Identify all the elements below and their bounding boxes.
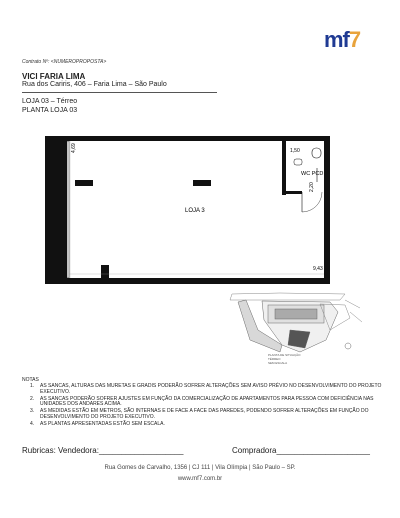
note-item	[22, 384, 382, 396]
note-number: 3.	[30, 408, 35, 415]
note-text: AS PLANTAS APRESENTADAS ESTÃO SEM ESCALA.	[40, 420, 165, 427]
signature-vendedora: Rubricas: Vendedora:___________________	[22, 446, 184, 455]
project-address: Rua dos Cariris, 406 – Faria Lima – São Paulo	[22, 81, 167, 88]
keyplan-label-1: PLANTA DE SITUAÇÃO	[268, 353, 301, 357]
note-text: AS SANCAS PODERÃO SOFRER AJUSTES EM FUNÇÃO DA COMERCIALIZAÇÃO DE APARTAMENTOS PARA PESSOA COM DEFICIÊNCIA NAS UNIDADES DOS ANDARES ACIMA.	[40, 395, 374, 408]
note-item	[22, 397, 382, 409]
unit-loja: LOJA 03 – Térreo	[22, 98, 78, 105]
dim-left: 4,69	[71, 143, 77, 153]
contract-number: Contrato Nº: <NUMEROPROPOSTA>	[22, 59, 107, 65]
dim-wc-top: 1,50	[290, 148, 300, 154]
note-item	[22, 409, 382, 421]
key-plan	[230, 293, 362, 352]
logo-seven: 7	[348, 27, 361, 52]
note-number: 2.	[30, 395, 35, 402]
notes-list	[22, 384, 382, 429]
note-number: 1.	[30, 383, 35, 389]
note-text: AS MEDIDAS ESTÃO EM METROS, SÃO INTERNAS E DE FACE A FACE DAS PAREDES, PODENDO SOFRER ALTERAÇÕES EM FUNÇÃO DO DESENVOLVIMENTO DO PROJETO EXECUTIVO.	[40, 408, 369, 420]
note-text: AS SANCAS, ALTURAS DAS MURETAS E GRADIS PODERÃO SOFRER ALTERAÇÕES SEM AVISO PRÉVIO NO DESENVOLVIMENTO DO PROJETO EXECUTIVO.	[40, 383, 382, 395]
keyplan-label-2: TÉRREO	[268, 357, 281, 361]
note-number: 4.	[30, 420, 35, 427]
notes-title: NOTAS	[22, 377, 39, 383]
dim-bottom: 9,43	[313, 266, 323, 272]
wc-label: WC PCD	[301, 171, 324, 177]
logo-mf: mf	[324, 27, 349, 52]
footer-address: Rua Gomes de Carvalho, 1356 | CJ 111 | Vila Olímpia | São Paulo – SP.	[104, 465, 296, 471]
signature-compradora: Compradora_____________________	[232, 446, 370, 455]
project-title: VICI FARIA LIMA	[22, 72, 86, 81]
note-item	[22, 422, 382, 428]
keyplan-label-3: SEM ESCALA	[268, 361, 288, 365]
footer-website[interactable]: www.mf7.com.br	[177, 476, 223, 482]
dim-wc-side: 2,20	[309, 182, 315, 192]
room-label: LOJA 3	[185, 208, 205, 214]
unit-planta: PLANTA LOJA 03	[22, 107, 78, 114]
